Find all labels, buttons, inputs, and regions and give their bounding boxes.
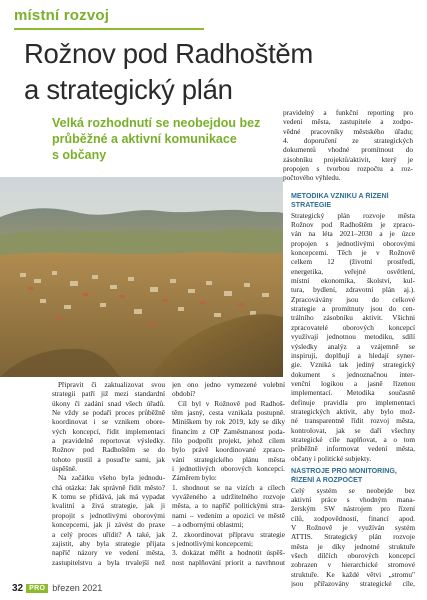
column-right [291,192,415,588]
text-line: Rožnov pod Radhoštěm se do [52,445,165,455]
text-line: města je díky jednotné struktuře [291,541,415,551]
text-line: struktuře. Ke každé větvi „stromu" [291,569,415,579]
text-line: V Rožnově je využíván systém [291,523,415,533]
text-line: Zpracovávány jsou do celkové [291,294,415,304]
text-line: i jednotlivých oborových koncepcí. [172,464,285,474]
title-line-2: a strategický plán [24,74,233,105]
text-line: jen ono jedno vymezené volební [172,380,285,389]
section-heading: ŘÍZENÍ A ROZPOČET [291,476,363,485]
text-line: dokumentů vhodné promítnout do [283,145,413,155]
text-line: Celý systém se neobejde bez [291,485,415,495]
article-subtitle [52,115,267,163]
text-line: 1. shodnout se na vizích a cílech [172,482,285,492]
text-line: zpracovatelé oborových koncepcí [291,322,415,332]
text-line: počtového výhledu. [283,173,341,183]
text-line: výsledky analýz a vzájemně se [291,341,415,351]
text-line: kontrolovat, jak se daří všechny [291,425,415,435]
text-line: vedení města, zastupitele a zodpo- [283,117,413,127]
text-line: všech dílčích oborových koncepcí [291,551,415,561]
text-line: řilo podpořit projekt, jehož cílem [172,436,285,446]
text-line: využívají jednotnou metodiku, sdílí [291,332,415,342]
magazine-badge: PRO [26,584,48,593]
column-middle [172,380,285,567]
text-line: strategických aktivit, aby bylo mož- [291,406,415,416]
text-line: aktivní práce s vhodným mana- [291,495,415,504]
text-line: inspirují, doplňují a hledají syner- [291,350,415,360]
text-line: strategie a promítnuty jsou do cen- [291,304,415,314]
town-aerial-photo [0,177,283,377]
text-line: tohoto pustil a posuďte sami, jak [52,454,165,464]
title-line-1: Rožnov pod Radhoštěm [24,38,314,69]
text-line: průběžně informovat vedení města, [291,444,415,454]
text-line: koncepcemi, jak ji závést do praxe [52,520,165,530]
text-line: 4. doporučení ze strategických [283,136,413,146]
text-line: celkem 12 (životní prostředí, [291,257,415,267]
text-line: strategické cíle naplňovat, a o tom [291,434,415,444]
text-line: definuje pravidla pro implementaci [291,397,415,407]
text-line: energetika, veřejné osvětlení, [291,266,415,276]
section-label: místní rozvoj [14,6,204,30]
column-top-right [283,108,413,183]
text-line: – a odbornými oblastmi; [172,520,244,530]
text-line: Připravit či zaktualizovat svou [58,380,165,389]
subtitle-line-1: Velká rozhodnutí se neobejdou bez [52,116,261,130]
text-line: dokument s jednoznačnou inter- [291,369,415,379]
text-line: úspěšně. [52,464,77,474]
article-title [24,36,404,108]
text-line: místní ekonomika, školství, kul- [291,276,415,286]
text-line: ván na léta 2021–2030 a je úzce [291,229,415,239]
text-line: města, a to napříč politickými stra- [172,501,285,511]
issue-date: březen 2021 [52,583,103,593]
text-line: jsou přiřazovány strategické cíle, [291,579,415,589]
text-line: trálního zásobníku aktivit. Všichni [291,313,415,323]
text-line: Rožnov pod Radhoštěm je zpraco- [291,220,415,230]
text-line: období? [172,389,196,399]
text-line: financím z OP Zaměstnanost poda- [172,426,285,436]
text-line: vých koncepcí, řídit implementaci [52,426,165,436]
text-line: gie. Vzniká tak jediný strategický [291,360,415,370]
text-line: Záměrem bylo: [172,473,217,483]
section-heading: NÁSTROJE PRO MONITORING, [291,466,397,475]
text-line: chá otázka: Jak správně řídit město? [52,482,165,492]
text-line: zásobníku projektů/aktivit, který je [283,154,413,164]
column-left [52,380,165,567]
text-line: propojen s jednotlivými oborovými [291,238,415,248]
text-line: vyváženého a udržitelného rozvoje [172,492,285,502]
text-line: Strategický plán rozvoje města [291,210,415,220]
text-line: napříč názory ve vedení města, [52,548,165,558]
text-line: zobrazen v hierarchické stromové [291,560,415,570]
page-footer [12,581,102,595]
text-line: s jednotlivými koncepcemi; [172,538,254,548]
text-line: a pravidelně reportovat výsledky. [52,436,165,446]
text-line: bylo právě koordinované zpraco- [172,445,285,455]
text-line: propojit s jednotlivými oborovými [52,510,165,520]
text-line: né transparentně řídit rozvoj města, [291,416,415,426]
text-line: vání strategického plánu města [172,454,285,464]
section-heading: STRATEGIE [291,201,332,210]
subtitle-line-3: s občany [52,148,107,162]
page-number: 32 [12,582,24,594]
text-line: a celý proces uřídit? A také, jak [52,529,165,539]
text-line: 2. zkoordinovat přípravu strategie [172,529,285,539]
text-line: zajistit, aby byla strategie přijata [52,538,165,548]
text-line: občany i politické subjekty. [291,453,372,463]
text-line: cílů, zodpovědností, financí apod. [291,513,415,523]
text-line: strategii patří již mezi standardní [52,389,165,399]
text-line: pravidelný a funkční reporting pro [283,108,413,117]
text-line: úkony či zadání snad všech úřadů. [52,398,165,408]
text-line: Ne vždy se podaří proces průběžně [52,408,165,418]
text-line: Cíl byl v Rožnově pod Radhoš- [178,398,285,408]
text-line: nost naplňování priorit a navrhnout [172,557,285,567]
text-line: Na začátku všeho byla jednodu- [58,473,165,483]
text-line: kvalitní a živá strategie, jak ji [52,501,165,511]
text-line: těm jasný, cesta vznikala postupně. [172,408,285,418]
text-line: propojen s tvorbou rozpočtu a roz- [283,164,413,174]
text-line: vědné pracovníky městského úřadu; [283,126,413,136]
text-line: tura, bydlení, zdravotní plán aj.). [291,285,415,295]
text-line: zastupitelstvu a byla trvalejší než [52,557,165,567]
text-line: ATTIS. Strategický plán rozvoje [291,532,415,542]
subtitle-line-2: průběžné a aktivní komunikace [52,132,237,146]
text-line: venční logikou a jasně řízenou [291,378,415,388]
text-line: žerským SW nástrojem pro řízení [291,504,415,514]
text-line: 3. dokázat měřit a hodnotit úspěš- [172,548,285,558]
text-line: nami – vedením a opozicí ve městě [172,510,285,520]
section-heading: METODIKA VZNIKU A ŘÍZENÍ [291,192,389,200]
text-line: Miniškem by rok 2019, kdy se díky [172,417,285,427]
text-line: koncepcemi. Těch je v Rožnově [291,248,415,258]
text-line: K tomu se přidává, jak má vypadat [52,492,165,502]
text-line: koordinovat i se vznikem obore- [52,417,165,427]
text-line: implementací. Metodika současně [291,388,415,398]
